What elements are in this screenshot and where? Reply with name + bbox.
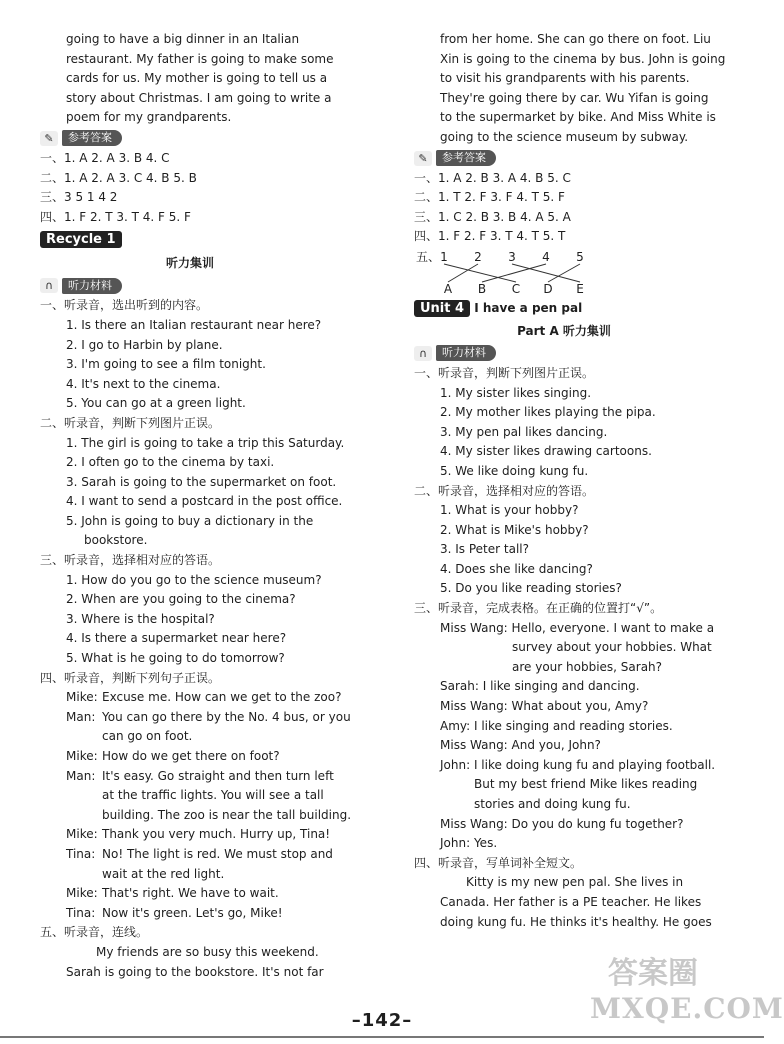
- matching-line: [482, 264, 546, 282]
- unit-badge: Unit 4: [414, 300, 470, 317]
- list-item: 5. We like doing kung fu.: [440, 463, 589, 478]
- list-item: 4. I want to send a postcard in the post office.: [66, 494, 343, 509]
- matching-letter: A: [443, 281, 453, 296]
- list-item: 3. Sarah is going to the supermarket on foot.: [66, 474, 337, 489]
- matching-answer: [414, 247, 714, 297]
- headphones-icon: ∩: [414, 346, 432, 361]
- dialogue-line: [40, 845, 340, 865]
- recycle-title: 听力集训: [165, 256, 214, 271]
- story-line: restaurant. My father is going to make some: [66, 51, 334, 66]
- answers-banner: [414, 150, 496, 167]
- list-item: 1. What is your hobby?: [440, 503, 579, 518]
- story-line: doing kung fu. He thinks it's healthy. He goes: [440, 914, 712, 929]
- list-item: 5. You can go at a green light.: [66, 396, 246, 411]
- story-line: Sarah is going to the bookstore. It's not far: [66, 964, 324, 979]
- answers-banner: [40, 130, 122, 147]
- headphones-icon: ∩: [40, 278, 58, 293]
- dialogue-line: [40, 884, 340, 904]
- story-line: from her home. She can go there on foot. Liu: [440, 32, 711, 46]
- matching-letter: C: [511, 281, 521, 296]
- list-item: 1. How do you go to the science museum?: [66, 572, 322, 587]
- dialogue-line: Sarah: I like singing and dancing.: [440, 679, 640, 694]
- section-heading: 五、听录音，连线。: [40, 925, 149, 940]
- listening-banner: [414, 345, 496, 362]
- list-item: 5. Do you like reading stories?: [440, 581, 622, 596]
- footer-divider: [0, 1036, 764, 1038]
- list-item: 5. What is he going to do tomorrow?: [66, 651, 285, 666]
- dialogue-line: [40, 727, 340, 747]
- dialogue-line: [40, 806, 352, 826]
- answers-label: 参考答案: [436, 150, 496, 166]
- speaker-name: Mike:: [66, 749, 98, 763]
- story-line: going to the science museum by subway.: [440, 129, 689, 144]
- watermark-logo-text: 答案圈: [608, 956, 698, 991]
- dialogue-line: [40, 786, 340, 806]
- speech-text: No! The light is red. We must stop and: [102, 846, 333, 861]
- section-heading: 四、听录音，判断下列句子正误。: [40, 670, 221, 685]
- dialogue-line: Miss Wang: Hello, everyone. I want to make a: [440, 620, 715, 635]
- list-item: 1. Is there an Italian restaurant near here?: [66, 317, 322, 332]
- section-heading: 二、听录音，选择相对应的答语。: [414, 483, 595, 498]
- speech-text: at the traffic lights. You will see a tall: [102, 788, 324, 803]
- list-item: 4. Is there a supermarket near here?: [66, 631, 287, 646]
- dialogue-line-continuation: stories and doing kung fu.: [474, 797, 631, 811]
- dialogue-line: John: Yes.: [440, 836, 498, 851]
- speech-text: building. The zoo is near the tall building.: [102, 807, 352, 822]
- section-heading: 三、听录音，选择相对应的答语。: [40, 553, 221, 568]
- speech-text: How do we get there on foot?: [102, 749, 280, 763]
- list-item: 3. My pen pal likes dancing.: [440, 424, 608, 439]
- list-item: 1. The girl is going to take a trip this Saturday.: [66, 435, 345, 450]
- story-line: Kitty is my new pen pal. She lives in: [466, 875, 684, 890]
- answer-line: 一、1. A 2. B 3. A 4. B 5. C: [414, 170, 571, 185]
- part-title: Part A 听力集训: [517, 323, 611, 338]
- matching-number: 5: [576, 249, 584, 264]
- matching-diagram: [416, 247, 616, 297]
- answer-line: 一、1. A 2. A 3. B 4. C: [40, 150, 170, 165]
- speech-text: can go on foot.: [102, 729, 193, 744]
- dialogue: [414, 619, 714, 854]
- list-item-continuation: bookstore.: [84, 533, 148, 548]
- matching-letter: B: [477, 281, 487, 296]
- speech-text: Now it's green. Let's go, Mike!: [102, 905, 283, 920]
- answers-label: 参考答案: [62, 130, 122, 146]
- speech-text: That's right. We have to wait.: [102, 886, 279, 901]
- speaker-name: Tina:: [66, 905, 96, 920]
- list-item: 4. It's next to the cinema.: [66, 376, 221, 391]
- list-item: 2. I often go to the cinema by taxi.: [66, 455, 275, 470]
- dialogue-line: [40, 747, 340, 767]
- story-line: to the supermarket by bike. And Miss White is: [440, 110, 716, 125]
- pencil-icon: ✎: [40, 131, 58, 146]
- unit-heading: [414, 297, 714, 319]
- list-item: 3. I'm going to see a film tonight.: [66, 357, 266, 372]
- dialogue-line: [40, 708, 351, 728]
- answer-line: 二、1. A 2. A 3. C 4. B 5. B: [40, 170, 197, 185]
- story-line: They're going there by car. Wu Yifan is going: [440, 90, 709, 105]
- left-column: [40, 30, 352, 982]
- matching-number: 4: [542, 249, 550, 264]
- watermark: [590, 948, 784, 1028]
- list-item: 4. My sister likes drawing cartoons.: [440, 444, 652, 459]
- speaker-name: Mike:: [66, 886, 98, 901]
- story-line: to visit his grandparents with his parents.: [440, 71, 690, 86]
- speaker-name: Mike:: [66, 827, 98, 842]
- story-line: cards for us. My mother is going to tell us a: [66, 71, 328, 86]
- speech-text: Thank you very much. Hurry up, Tina!: [102, 827, 331, 842]
- list-item: 2. I go to Harbin by plane.: [66, 337, 223, 352]
- answer-line: 三、1. C 2. B 3. B 4. A 5. A: [414, 209, 571, 224]
- matching-line: [448, 264, 478, 282]
- speech-text: You can go there by the No. 4 bus, or you: [102, 709, 351, 724]
- dialogue-line: Amy: I like singing and reading stories.: [440, 718, 673, 733]
- matching-line: [548, 264, 580, 282]
- speaker-name: Man:: [66, 768, 96, 783]
- answer-line: 四、1. F 2. F 3. T 4. T 5. T: [414, 229, 566, 244]
- dialogue-line-continuation: But my best friend Mike likes reading: [474, 777, 698, 792]
- story-line: Canada. Her father is a PE teacher. He likes: [440, 894, 702, 909]
- matching-line: [444, 264, 516, 282]
- dialogue-line-continuation: survey about your hobbies. What: [512, 640, 712, 655]
- speech-text: Excuse me. How can we get to the zoo?: [102, 690, 342, 705]
- list-item: 2. My mother likes playing the pipa.: [440, 405, 656, 420]
- section-heading: 一、听录音，判断下列图片正误。: [414, 365, 595, 380]
- dialogue-line-continuation: are your hobbies, Sarah?: [512, 659, 663, 674]
- matching-number: 1: [440, 249, 448, 264]
- list-item: 3. Where is the hospital?: [66, 611, 215, 626]
- matching-prefix: 五、: [416, 249, 441, 264]
- watermark-site: MXQE.COM: [590, 992, 784, 1025]
- right-column: [414, 30, 726, 932]
- pencil-icon: ✎: [414, 151, 432, 166]
- dialogue-line: [40, 904, 340, 924]
- speaker-name: Man:: [66, 709, 96, 724]
- story-line: poem for my grandparents.: [66, 110, 232, 125]
- answer-line: 四、1. F 2. T 3. T 4. F 5. F: [40, 209, 191, 224]
- matching-number: 3: [508, 249, 516, 264]
- dialogue-line: [40, 865, 340, 885]
- dialogue-line: John: I like doing kung fu and playing football.: [440, 757, 716, 772]
- matching-number: 2: [474, 249, 482, 264]
- section-heading: 四、听录音，写单词补全短文。: [414, 855, 583, 870]
- list-item: 2. What is Mike's hobby?: [440, 522, 589, 537]
- speaker-name: Mike:: [66, 690, 98, 705]
- story-line: My friends are so busy this weekend.: [96, 944, 319, 959]
- list-item: 5. John is going to buy a dictionary in the: [66, 513, 314, 528]
- story-line: going to have a big dinner in an Italian: [66, 32, 300, 46]
- dialogue: [40, 688, 352, 923]
- unit-title: I have a pen pal: [474, 300, 583, 315]
- recycle-badge: Recycle 1: [40, 231, 122, 248]
- dialogue-line: Miss Wang: Do you do kung fu together?: [440, 816, 684, 831]
- section-heading: 三、听录音，完成表格。在正确的位置打“√”。: [414, 601, 663, 616]
- matching-letter: E: [576, 281, 584, 296]
- dialogue-line: [40, 767, 340, 787]
- listening-banner: [40, 277, 122, 294]
- matching-letter: D: [543, 281, 553, 296]
- story-continuation: [40, 30, 340, 128]
- answer-line: 二、1. T 2. F 3. F 4. T 5. F: [414, 190, 565, 205]
- section-heading: 二、听录音，判断下列图片正误。: [40, 415, 221, 430]
- dialogue-line: [40, 688, 340, 708]
- speech-text: wait at the red light.: [102, 866, 225, 881]
- list-item: 4. Does she like dancing?: [440, 561, 593, 576]
- answer-line: 三、3 5 1 4 2: [40, 190, 118, 205]
- listening-label: 听力材料: [62, 278, 122, 294]
- listening-label: 听力材料: [436, 345, 496, 361]
- dialogue-line: Miss Wang: What about you, Amy?: [440, 699, 649, 714]
- matching-line: [512, 264, 580, 282]
- speaker-name: Tina:: [66, 846, 96, 861]
- list-item: 2. When are you going to the cinema?: [66, 592, 296, 607]
- section-heading: 一、听录音，选出听到的内容。: [40, 298, 209, 313]
- list-item: 3. Is Peter tall?: [440, 542, 529, 557]
- dialogue-line: [40, 825, 340, 845]
- list-item: 1. My sister likes singing.: [440, 385, 592, 400]
- page-number: –142–: [351, 1010, 413, 1031]
- story-line: Xin is going to the cinema by bus. John is going: [440, 51, 726, 66]
- speech-text: It's easy. Go straight and then turn left: [102, 768, 334, 783]
- dialogue-line: Miss Wang: And you, John?: [440, 738, 601, 753]
- story-line: story about Christmas. I am going to write a: [66, 90, 332, 105]
